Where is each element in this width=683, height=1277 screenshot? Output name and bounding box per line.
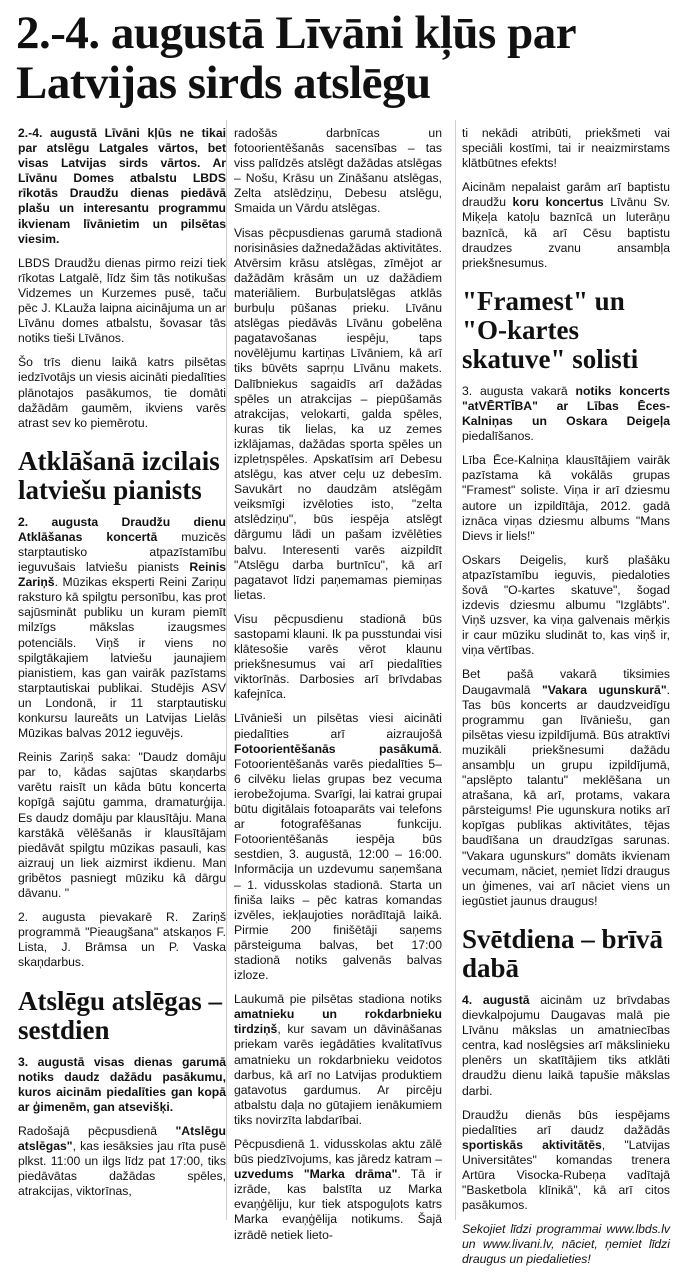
paragraph: Lība Ēce-Kalniņa klausītājiem vairāk pazīstama kā vokālās grupas "Framest" soliste. Viņa ir arī dziesmu autore un izpildītāja, 2012. gadā iznāca viņas dziesmu albums "Mans Dievs ir liels!" bbox=[462, 453, 670, 543]
paragraph: Oskars Deigelis, kurš plašāku atpazīstamību ieguvis, piedaloties šovā "O-kartes skatuve", šogad izdevis dziesmu albumu "Izglābts". Viņš uzsver, ka viņa galvenais mērķis ir caur mūziku sludināt to, kas viņš ir, viņa vērtības. bbox=[462, 552, 670, 658]
text: , kur savam un dāvināšanas priekam varēs iegādāties kvalitatīvus amatnieku un rokdarbnieku veidotos darbus, kā arī no Latvijas produktiem gatavotus gardumus. Ar pircēju atbalstu daļa no gūtajiem ienākumiem tiks novirzīta labdarībai. bbox=[234, 1022, 442, 1127]
text: aicinām uz brīvdabas dievkalpojumu Daugavas malā pie Līvānu mākslas un amatniecības centra, kad noslēgsies arī mākslinieku plenērs un skatītājiem tiks atklāti draudžu dienu laikā tapušie mākslas darbi. bbox=[462, 992, 670, 1098]
text: 3. augusta vakarā bbox=[462, 383, 576, 398]
column-2 bbox=[234, 126, 442, 1252]
bold-text: koru koncertus bbox=[512, 195, 604, 210]
paragraph bbox=[234, 711, 442, 983]
text: Aicinām nepalaist garām arī baptistu draudžu bbox=[462, 180, 670, 210]
bold-text: "Atslēgu atslēgas" bbox=[18, 1123, 226, 1153]
bold-text: uzvedums "Marka drāma" bbox=[234, 1167, 398, 1182]
bold-text: sportiskās aktivitātēs bbox=[462, 1137, 602, 1152]
column-3 bbox=[462, 126, 670, 1277]
column-divider bbox=[226, 120, 227, 1220]
paragraph: Reinis Zariņš saka: "Daudz domāju par to, kādas sajūtas skaņdarbs varētu raisīt un kāda būtu koncerta kopīgā sajūtu gamma, dramaturģija. Es daudz domāju par klausītāju. Mana karstākā vēlēšanās ir klausītājam piedāvāt spilgtu mūzikas pasauli, kas aizrauj un liek aizmirst ikdienu. Man gribētos pasniegt mūziku kā dārgu dāvanu. " bbox=[18, 750, 226, 901]
text: . Mūzikas eksperti Reini Zariņu raksturo kā spilgtu personību, kas prot sajūsmināt publiku un kuram piemīt milzīgs mākslas izaugsmes potenciāls. Viņš ir viens no spilgtākajiem latviešu jaunajiem pianistiem, kas gan vairāk pazīstams starptautiskai publikai. Studējis ASV un Londonā, ir 11 starptautisku konkursu laureāts un Latvijas Lielās Mūzikas balvas 2012 ieguvējs. bbox=[18, 575, 226, 741]
subheading: Svētdiena – brīvā dabā bbox=[462, 923, 664, 983]
text: piedalīšanos. bbox=[462, 429, 534, 444]
bold-text: Fotoorientēšanās pasākumā bbox=[234, 741, 439, 756]
headline: 2.-4. augustā Līvāni kļūs par Latvijas sirds atslēgu bbox=[16, 7, 576, 109]
text: Bet pašā vakarā tiksimies Daugavmalā bbox=[462, 667, 670, 697]
paragraph: 3. augustā visas dienas garumā notiks daudz dažādu pasākumu, kuros aicinām piedalīties gan kopā ar ģimenēm, gan atsevišķi. bbox=[18, 1054, 226, 1114]
paragraph bbox=[462, 384, 670, 444]
paragraph bbox=[462, 993, 670, 1099]
paragraph bbox=[234, 992, 442, 1128]
pianist-name: Reinis Zariņš bbox=[18, 560, 226, 590]
column-1 bbox=[18, 126, 226, 1208]
text: . Tā ir izrāde, kas balstīta uz Marka evaņģēliju, kur tiek atspoguļots katrs Marka evaņģēlija notikums. Šajā izrādē netiek lieto- bbox=[234, 1167, 442, 1242]
paragraph: 2. augusta pievakarē R. Zariņš programmā "Pieaugšana" atskaņos F. Lista, J. Brāmsa un P. Vaska skaņdarbus. bbox=[18, 910, 226, 970]
text: muzicēs starptautisko atpazīstamību ieguvušais latviešu pianists bbox=[18, 529, 226, 575]
paragraph bbox=[18, 1124, 226, 1199]
paragraph: Visu pēcpusdienu stadionā būs sastopami klauni. Ik pa pusstundai visi klātesošie varēs vērot klaunu priekšnesumus vai arī piedalīties viktorīnās. Darbosies arī brīvdabas kafejnīca. bbox=[234, 611, 442, 702]
paragraph bbox=[462, 180, 670, 271]
bold-text: amatnieku un rokdarbnieku tirdziņš bbox=[234, 1007, 442, 1037]
text: Draudžu dienās būs iespējams piedalīties arī daudz dažādās bbox=[462, 1107, 670, 1137]
paragraph bbox=[462, 1108, 670, 1214]
subheading: Atslēgu atslēgas – sestdien bbox=[18, 985, 222, 1045]
paragraph bbox=[462, 667, 670, 909]
text: Laukumā pie pilsētas stadiona notiks bbox=[234, 992, 442, 1007]
text: , kas iesāksies jau rīta pusē plkst. 11:00 un ilgs līdz pat 17:00, tiks piedāvātas dažādas spēles, atrakcijas, viktorīnas, bbox=[18, 1138, 226, 1199]
text: . Fotoorientēšanās varēs piedalīties 5–6 cilvēku lielas grupas bez vecuma ierobežojuma. Svarīgi, lai katrai grupai būtu digitālais fotoaparāts vai telefons ar fotografēšanas funkciju. Fotoorientēšanās iespēja būs sestdien, 3. augustā, 12:00 – 16:00. Informācija un uzdevumu saņemšana – 1. vidusskolas stadionā. Starta un finiša laiks – pēc katras komandas izvēles, iekļaujoties norādītajā laikā. Pirmie 200 finišētāji saņems pārsteiguma balvas, bet 17:00 stadionā notiks galvenās balvas izloze. bbox=[234, 741, 442, 983]
text: Līvānieši un pilsētas viesi aicināti piedalīties arī aizraujošā bbox=[234, 711, 442, 741]
bold-text: 4. augustā bbox=[462, 992, 530, 1007]
bold-text: 2. augusta Draudžu dienu Atklāšanas koncertā bbox=[18, 514, 226, 544]
paragraph: radošās darbnīcas un fotoorientēšanās sacensības – tas viss palīdzēs atslēgt dažādas atslēgas – Nošu, Krāsu un Zināšanu atslēgas, Zelta atslēdziņu, Debesu atslēgu, Smaida un Vārdu atslēgas. bbox=[234, 126, 442, 216]
paragraph: Šo trīs dienu laikā katrs pilsētas iedzīvotājs un viesis aicināti piedalīties plānotajos pasākumos, tie domāti dažādām gaumēm, ikviens varēs atrast sev ko piemērotu. bbox=[18, 355, 226, 430]
paragraph: Visas pēcpusdienas garumā stadionā norisināsies dažnedažādas aktivitātes. Atvērsim krāsu atslēgas, zīmējot ar dažādām krāsām un uz dažādiem materiāliem. Burbuļatslēgas atklās burbuļu pūšanas prieku. Līvānu atslēgas piedāvās Līvānu gobelēna pagatavošanas iespēju, taps novēlējumu kartiņas Līvāniem, kā arī tiks būvēts saprņu Līvānu makets. Dalībniekus sagaidīs arī dažādas spēles un atrakcijas – piepūšamās atrakcijas, velokarti, galda spēles, kuras tik lielas, ka uz zemes izklājamas, dažādas sporta spēles un izpletņspēles. Apskatīsim arī Debesu atslēgu, kas atver ceļu uz debesīm. Savukārt no daudzām atslēgām veiksmīgi izvēloties isto, "zelta atslēdziņu", būs iespēja atslēgt dārgumu lādi un pašam izvēlēties balvu. Interesenti varēs aizpildīt "Atslēgu darba burtnīcu", kā arī pagatavot līdzi paņemamas piemiņas lietas. bbox=[234, 225, 442, 602]
closing-note: Sekojiet līdzi programmai www.lbds.lv un www.livani.lv, nāciet, ņemiet līdzi draugus un piedalieties! bbox=[462, 1222, 670, 1267]
text: Līvānu Sv. Miķeļa katoļu baznīcā un luterāņu baznīcā, kā arī Cēsu baptistu draudzes zvanu ansambļa priekšnesumus. bbox=[462, 195, 670, 270]
lead-paragraph: 2.-4. augustā Līvāni kļūs ne tikai par atslēgu Latgales vārtos, bet visas Latvijas sirds vārtos. Ar Līvānu Domes atbalstu LBDS rīkotās Draudžu dienas piedāvā plašu un interesantu programmu ikvienam līvānietim un pilsētas viesim. bbox=[18, 126, 226, 246]
column-divider bbox=[455, 120, 456, 1220]
text: Pēcpusdienā 1. vidusskolas aktu zālē būs piedzīvojums, kas jāredz katram – bbox=[234, 1137, 442, 1167]
text: , "Latvijas Universitātes" komandas trenera Artūra Visocka-Rubeņa vadītajā "Basketbola klīnikā", kā arī citos pasākumos. bbox=[462, 1137, 670, 1213]
bold-text: notiks koncerts "atVĒRTĪBA" ar Lības Ēces-Kalniņas un Oskara Deigeļa bbox=[462, 383, 670, 429]
bold-text: "Vakara ugunskurā" bbox=[541, 682, 667, 697]
subheading: "Framest" un "O-kartes skatuve" solisti bbox=[462, 285, 639, 374]
text: . Tas būs koncerts ar daudzveidīgu programmu gan līvāniešu, gan pilsētas viesu izpildījumā. Būs atraktīvi muzikāli priekšnesumi dažādu ansambļu un grupu izpildījumā, "apslēpto talantu" meklēšana un atrašana, kā arī, protams, vakara pārsteigums! Pie ugunskura notiks arī kopīgas publikas aktivitātes, tējas baudīšana un draudzīgas sarunas. "Vakara ugunskurs" domāts ikvienam vecumam, nāciet, ņemiet līdzi draugus un ģimenes, vai arī nāciet viens un iegūstiet jaunus draugus! bbox=[462, 682, 670, 908]
paragraph: ti nekādi atribūti, priekšmeti vai speciāli kostīmi, tai ir neaizmirstams klātbūtnes efekts! bbox=[462, 126, 670, 171]
paragraph bbox=[18, 515, 226, 741]
text: Radošajā pēcpusdienā bbox=[18, 1123, 176, 1138]
paragraph: LBDS Draudžu dienas pirmo reizi tiek rīkotas Latgalē, līdz šim tās notikušas Vidzemes un Kurzemes pusē, taču pēc J. KLauža laipna aicinājuma un ar Līvānu domes atbalstu, šovasar tās notiks tieši Līvānos. bbox=[18, 255, 226, 346]
subheading: Atklāšanā izcilais latviešu pianists bbox=[18, 445, 220, 505]
